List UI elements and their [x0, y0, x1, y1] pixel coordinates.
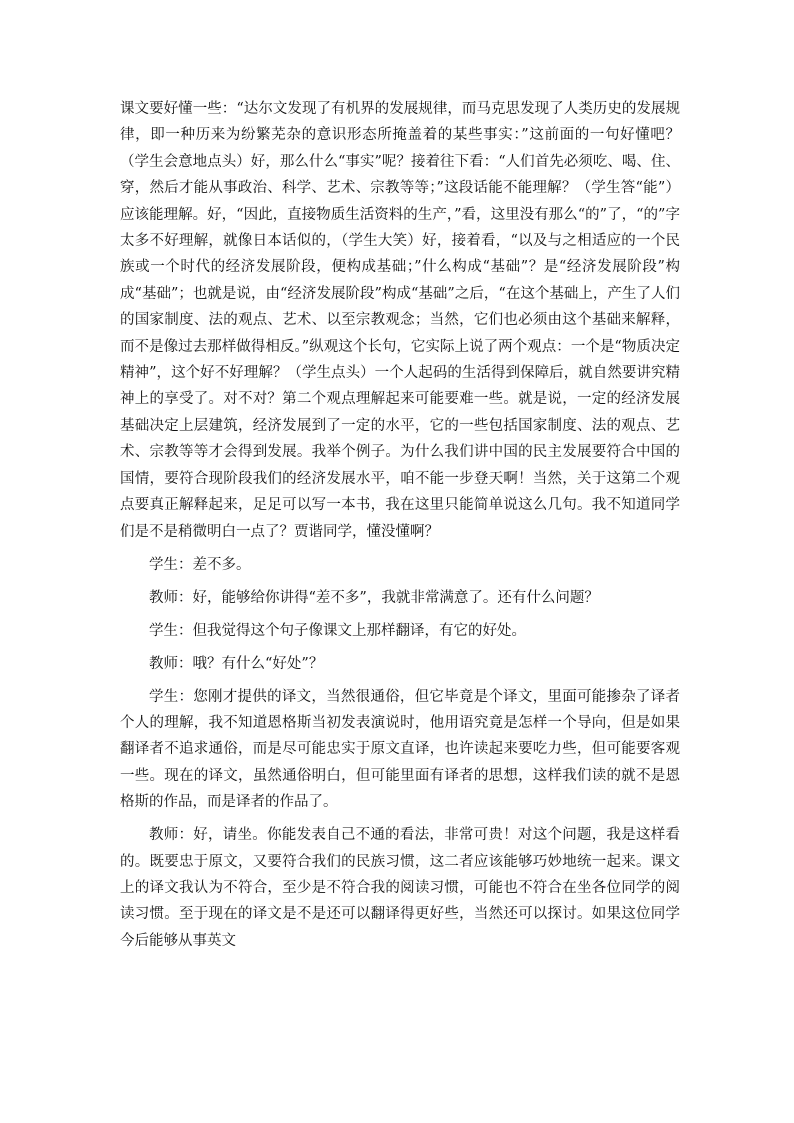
speaker-label: 学生： — [149, 622, 193, 639]
speaker-label: 教师： — [149, 827, 194, 844]
dialogue-line — [120, 618, 680, 644]
dialogue-text: 您刚才提供的译文，当然很通俗，但它毕竟是个译文，里面可能掺杂了译者个人的理解，我不知道恩格斯当初发表演说时，他用语究竟是怎样一个导向，但是如果翻译者不追求通俗，而是尽可能忠实于原文直译，也许读起来要吃力些，但可能要客观一些。现在的译文，虽然通俗明白，但可能里面有译者的思想，这样我们读的就不是恩格斯的作品，而是译者的作品了。 — [120, 688, 681, 811]
document-body — [120, 96, 680, 954]
dialogue-line — [120, 822, 680, 954]
speaker-label: 学生： — [149, 556, 193, 573]
paragraph-lecture — [120, 96, 680, 545]
speaker-label: 教师： — [149, 655, 193, 672]
speaker-label: 学生： — [149, 688, 194, 705]
speaker-label: 教师： — [149, 589, 193, 606]
dialogue-text: 好，请坐。你能发表自己不通的看法，非常可贵！对这个问题，我是这样看的。既要忠于原文，又要符合我们的民族习惯，这二者应该能够巧妙地统一起来。课文上的译文我认为不符合，至少是不符合我的阅读习惯，可能也不符合在坐各位同学的阅读习惯。至于现在的译文是不是还可以翻译得更好些，当然还可以探讨。如果这位同学今后能够从事英文 — [120, 827, 681, 949]
dialogue-line — [120, 552, 680, 578]
dialogue-line — [120, 684, 680, 816]
dialogue-line — [120, 585, 680, 611]
dialogue-line — [120, 651, 680, 677]
dialogue-text: 差不多。 — [192, 556, 251, 573]
paragraph-text: 课文要好懂一些：“达尔文发现了有机界的发展规律，而马克思发现了人类历史的发展规律，即一种历来为纷繁芜杂的意识形态所掩盖着的某些事实：”这前面的一句好懂吧？（学生会意地点头）好，那么什么“事实”呢？接着往下看：“人们首先必须吃、喝、住、穿，然后才能从事政治、科学、艺术、宗教等等；”这段话能不能理解？（学生答“能”）应该能理解。好，“因此，直接物质生活资料的生产，”看，这里没有那么“的”了，“的”字太多不好理解，就像日本话似的，（学生大笑）好，接着看，“以及与之相适应的一个民族或一个时代的经济发展阶段，便构成基础；”什么构成“基础”？是“经济发展阶段”构成“基础”；也就是说，由“经济发展阶段”构成“基础”之后，“在这个基础上，产生了人们的国家制度、法的观点、艺术、以至宗教观念；当然，它们也必须由这个基础来解释，而不是像过去那样做得相反。”纵观这个长句，它实际上说了两个观点：一个是“物质决定精神”，这个好不好理解？（学生点头）一个人起码的生活得到保障后，就自然要讲究精神上的享受了。对不对？第二个观点理解起来可能要难一些。就是说，一定的经济发展基础决定上层建筑，经济发展到了一定的水平，它的一些包括国家制度、法的观点、艺术、宗教等等才会得到发展。我举个例子。为什么我们讲中国的民主发展要符合中国的国情，要符合现阶段我们的经济发展水平，咱不能一步登天啊！当然，关于这第二个观点要真正解释起来，足足可以写一本书，我在这里只能简单说这么几句。我不知道同学们是不是稍微明白一点了？贾谐同学，懂没懂啊？ — [120, 101, 680, 540]
dialogue-text: 哦？有什么“好处”？ — [192, 655, 324, 672]
dialogue-text: 但我觉得这个句子像课文上那样翻译，有它的好处。 — [192, 622, 526, 639]
dialogue-text: 好，能够给你讲得“差不多”，我就非常满意了。还有什么问题？ — [192, 589, 599, 606]
